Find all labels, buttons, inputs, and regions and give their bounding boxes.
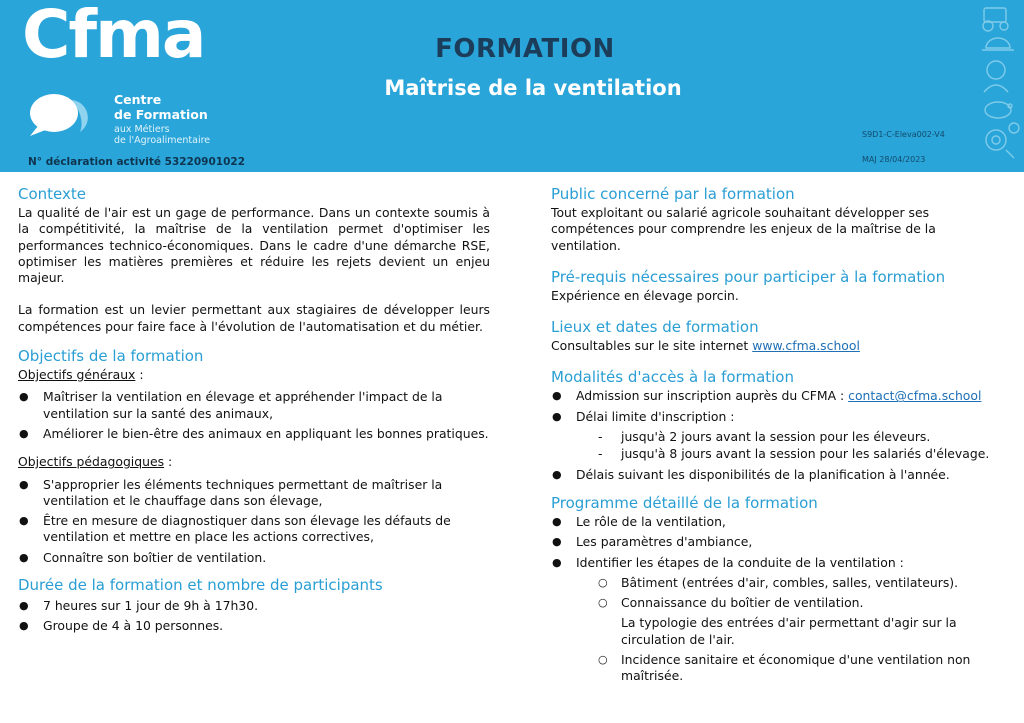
list-item: ● Délais suivant les disponibilités de la planification à l'année. (552, 466, 950, 482)
left-column (18, 185, 490, 639)
document-reference: S9D1-C-Eleva002-V4 (862, 130, 945, 139)
list-item: ● Groupe de 4 à 10 personnes. (19, 618, 224, 634)
list-item-text: S'approprier les éléments techniques permettant de maîtriser la ventilation et le chauffage dans son élevage, (43, 476, 443, 508)
list-item-text: Les paramètres d'ambiance, (576, 534, 753, 550)
list-item: ● Délai limite d'inscription : (552, 408, 735, 424)
contexte-paragraph-2: La formation est un levier permettant aux stagiaires de développer leurs compétences pour faire face à l'évolution de l'automatisation et du métier. (18, 302, 490, 334)
list-item: ● Connaître son boîtier de ventilation. (19, 549, 267, 565)
contact-email-link[interactable]: contact@cfma.school (848, 388, 982, 404)
heading-public: Public concerné par la formation (551, 185, 795, 203)
objectifs-pedagogiques-list (18, 477, 490, 566)
list-item: ● Améliorer le bien-être des animaux en appliquant les bonnes pratiques. (19, 425, 489, 441)
agriculture-pictograms-icon (972, 0, 1024, 172)
list-item: - jusqu'à 2 jours avant la session pour les éleveurs. (598, 429, 931, 445)
modalites-list (551, 388, 1006, 425)
heading-duree: Durée de la formation et nombre de participants (18, 576, 383, 595)
heading-lieux: Lieux et dates de formation (551, 318, 759, 337)
list-item: ● Les paramètres d'ambiance, (552, 534, 753, 550)
declaration-number: N° déclaration activité 53220901022 (28, 156, 245, 168)
objectifs-pedagogiques-text: Objectifs pédagogiques (18, 454, 165, 470)
list-item-text: Être en mesure de diagnostiquer dans son élevage les défauts de ventilation et mettre en place les actions correctives, (43, 513, 451, 545)
centre-sub-1: aux Métiers (114, 124, 170, 135)
delai-sublist (598, 429, 1006, 463)
lieux-text-prefix: Consultables sur le site internet (551, 338, 753, 354)
page-subtitle: Maîtrise de la ventilation (384, 76, 682, 100)
duree-list (18, 598, 490, 635)
right-column (551, 185, 1006, 689)
objectifs-generaux-label: Objectifs généraux : (18, 367, 144, 383)
lieux-text (551, 338, 1006, 354)
list-item-text: Bâtiment (entrées d'air, combles, salles, ventilateurs). (621, 574, 959, 590)
list-item: ○ Bâtiment (entrées d'air, combles, salles, ventilateurs). (598, 574, 959, 590)
objectifs-pedagogiques-label: Objectifs pédagogiques : (18, 454, 173, 470)
list-item: ● 7 heures sur 1 jour de 9h à 17h30. (19, 598, 259, 614)
list-item: ● Le rôle de la ventilation, (552, 513, 726, 529)
page-title: FORMATION (435, 34, 615, 64)
heading-modalites: Modalités d'accès à la formation (551, 368, 794, 387)
list-item: ● S'approprier les éléments techniques permettant de maîtriser la ventilation et le chauffage dans son élevage, (19, 476, 443, 508)
cfma-logo: Cfma (22, 0, 205, 73)
list-item-text: Le rôle de la ventilation, (576, 513, 726, 529)
list-item: - jusqu'à 8 jours avant la session pour les salariés d'élevage. (598, 446, 990, 462)
programme-list (551, 514, 1006, 571)
list-item-text: Incidence sanitaire et économique d'une ventilation non maîtrisée. (621, 652, 971, 684)
list-item-text: Délai limite d'inscription : (576, 408, 735, 424)
list-item: ● Être en mesure de diagnostiquer dans son élevage les défauts de ventilation et mettre en place les actions correctives, (19, 513, 451, 545)
centre-line-2: de Formation (114, 107, 208, 122)
list-item-text: Connaissance du boîtier de ventilation. (621, 595, 864, 611)
list-item-text: Connaître son boîtier de ventilation. (43, 549, 267, 565)
list-item-text: Identifier les étapes de la conduite de la ventilation : (576, 554, 904, 570)
list-item: ○ Incidence sanitaire et économique d'une ventilation non maîtrisée. (598, 652, 971, 684)
list-item-text: Améliorer le bien-être des animaux en appliquant les bonnes pratiques. (43, 425, 489, 441)
list-item-text: Maîtriser la ventilation en élevage et appréhender l'impact de la ventilation sur la santé des animaux, (43, 389, 443, 421)
list-item: ○ Connaissance du boîtier de ventilation. (598, 595, 864, 611)
list-item-text: Groupe de 4 à 10 personnes. (43, 618, 224, 634)
programme-continuation: La typologie des entrées d'air permettant d'agir sur la circulation de l'air. (621, 615, 957, 647)
objectifs-generaux-text: Objectifs généraux (18, 367, 136, 383)
heading-contexte: Contexte (18, 185, 86, 203)
list-item-text: 7 heures sur 1 jour de 9h à 17h30. (43, 598, 259, 614)
list-item: ● Admission sur inscription auprès du CFMA : contact@cfma.school (552, 388, 982, 404)
list-item: ● Identifier les étapes de la conduite de la ventilation : (552, 554, 904, 570)
list-item-text: jusqu'à 2 jours avant la session pour les éleveurs. (621, 429, 931, 445)
website-link[interactable]: www.cfma.school (752, 338, 860, 354)
centre-subtitle (114, 124, 210, 146)
heading-prerequis: Pré-requis nécessaires pour participer à la formation (551, 267, 946, 286)
public-text: Tout exploitant ou salarié agricole souhaitant développer ses compétences pour comprendre les enjeux de la maîtrise de la ventilation. (551, 205, 936, 253)
centre-line-1: Centre (114, 92, 162, 107)
modalites-list-2 (551, 467, 1006, 483)
objectifs-generaux-list (18, 389, 490, 442)
contexte-paragraph-1: La qualité de l'air est un gage de performance. Dans un contexte soumis à la compétitivité, la maîtrise de la ventilation permet d'optimiser les performances technico-économiques. Dans le cadre d'une démarche RSE, optimiser les matières premières et réduire les rejets devient un enjeu majeur. (18, 205, 490, 286)
programme-sublist (598, 575, 1006, 612)
heading-programme: Programme détaillé de la formation (551, 493, 818, 512)
prerequis-text: Expérience en élevage porcin. (551, 287, 739, 303)
list-item-text: jusqu'à 8 jours avant la session pour les salariés d'élevage. (621, 446, 990, 462)
centre-sub-2: de l'Agroalimentaire (114, 135, 211, 146)
list-item: ● Maîtriser la ventilation en élevage et appréhender l'impact de la ventilation sur la santé des animaux, (19, 389, 443, 421)
update-date: MAJ 28/04/2023 (862, 155, 926, 164)
list-item-text: Délais suivant les disponibilités de la planification à l'année. (576, 466, 950, 482)
header-banner (0, 0, 1024, 172)
heading-objectifs: Objectifs de la formation (18, 347, 204, 366)
programme-sublist-2 (598, 652, 1006, 685)
list-item-text: Admission sur inscription auprès du CFMA : (576, 388, 849, 404)
